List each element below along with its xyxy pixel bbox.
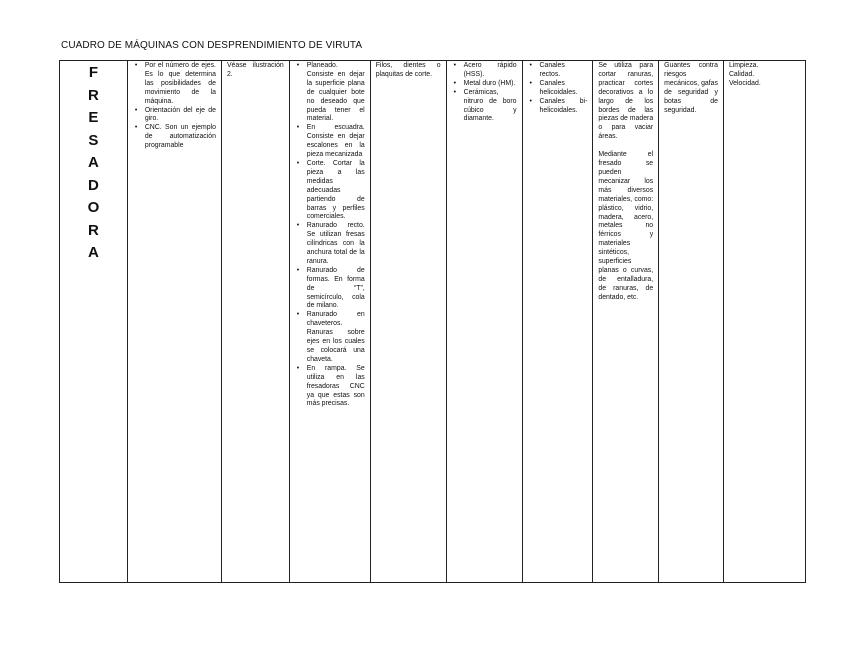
clasificacion-cell	[127, 61, 221, 583]
machine-letter: E	[88, 109, 99, 126]
mantenimiento-item: Velocidad.	[728, 79, 761, 87]
tipos-fresa-cell	[522, 61, 593, 583]
list-item: • Corte. Cortar la pieza a las medidas adecuadas partiendo de barras y perfiles comerciales.	[307, 160, 365, 222]
list-item: • Orientación del eje de giro.	[145, 107, 216, 125]
aplicaciones-cell	[593, 61, 659, 583]
aplicaciones-text-1: Se utiliza para cortar ranuras, practicar cortes decorativos a lo largo de los bordes de las piezas de madera o para vaciar áreas.	[598, 62, 654, 141]
machine-letter: S	[88, 131, 99, 149]
list-item: • En escuadra. Consiste en dejar escalones en la pieza mecanizada	[307, 124, 365, 160]
list-item: • Canales helicoidales.	[540, 80, 588, 98]
machine-letter: A	[87, 244, 99, 261]
list-item: • Ranurado de formas. En forma de “T”, semicírculo, cola de milano.	[307, 267, 365, 312]
mantenimiento-cell	[723, 61, 805, 583]
list-item: • Ranurado recto. Se utilizan fresas cilíndricas con la anchura total de la ranura.	[307, 222, 365, 267]
list-item: • Por el número de ejes. Es lo que determina las posibilidades de movimiento de la máquina.	[145, 62, 216, 107]
machine-letter: R	[87, 86, 99, 104]
partes-text: Véase ilustración 2.	[226, 62, 284, 78]
tipos-fresa-list	[528, 62, 588, 115]
machine-letter: O	[87, 199, 100, 216]
page-title: CUADRO DE MÁQUINAS CON DESPRENDIMIENTO DE VIRUTA	[61, 40, 363, 51]
list-item: • Cerámicas, nitruro de boro cúbico y diamante.	[464, 89, 517, 125]
seguridad-cell	[659, 61, 724, 583]
list-item: • Ranurado en chaveteros. Ranuras sobre ejes en los cuales se colocará una chaveta.	[307, 311, 365, 364]
herramientas-text: Filos, dientes o plaquitas de corte.	[375, 62, 441, 78]
list-item: • CNC. Son un ejemplo de automatización programable	[145, 124, 216, 151]
partes-cell	[221, 61, 289, 583]
list-item: • Metal duro (HM).	[464, 80, 517, 89]
list-item: • Planeado. Consiste en dejar la superficie plana de cualquier bote no deseado que pueda tener el material.	[307, 62, 365, 124]
herramientas-cell	[370, 61, 446, 583]
table-row	[60, 61, 806, 583]
clasificacion-list	[133, 62, 216, 151]
list-item: • Canales bi-helicoidales.	[540, 98, 588, 116]
machine-name-vertical	[65, 62, 122, 265]
list-item: • Acero rápido (HSS).	[464, 62, 517, 80]
operaciones-cell	[289, 61, 370, 583]
list-item: • En rampa. Se utiliza en las fresadoras CNC ya que estas son más precisas.	[307, 365, 365, 410]
machine-letter: R	[87, 221, 99, 239]
operaciones-list	[295, 62, 365, 409]
machine-table	[59, 60, 806, 583]
aplicaciones-text-2: Mediante el fresado se pueden mecanizar los más diversos materiales, como: plástico, vidrio, madera, acero, metales no férricos y materiales sintéticos, superficies planas o curvas, de entalladura, de ranuras, de dentado, etc.	[598, 151, 654, 301]
materiales-herramienta-cell	[446, 61, 522, 583]
machine-letter: A	[87, 154, 99, 171]
seguridad-text: Guantes contra riesgos mecánicos, gafas de seguridad y botas de seguridad.	[664, 62, 718, 114]
mantenimiento-item: Calidad.	[728, 70, 755, 78]
machine-letter: F	[88, 64, 98, 81]
machine-letter: D	[87, 176, 99, 194]
machine-name-cell	[60, 61, 128, 583]
list-item: • Canales rectos.	[540, 62, 588, 80]
mantenimiento-item: Limpieza.	[728, 62, 759, 69]
materiales-herramienta-list	[452, 62, 517, 124]
